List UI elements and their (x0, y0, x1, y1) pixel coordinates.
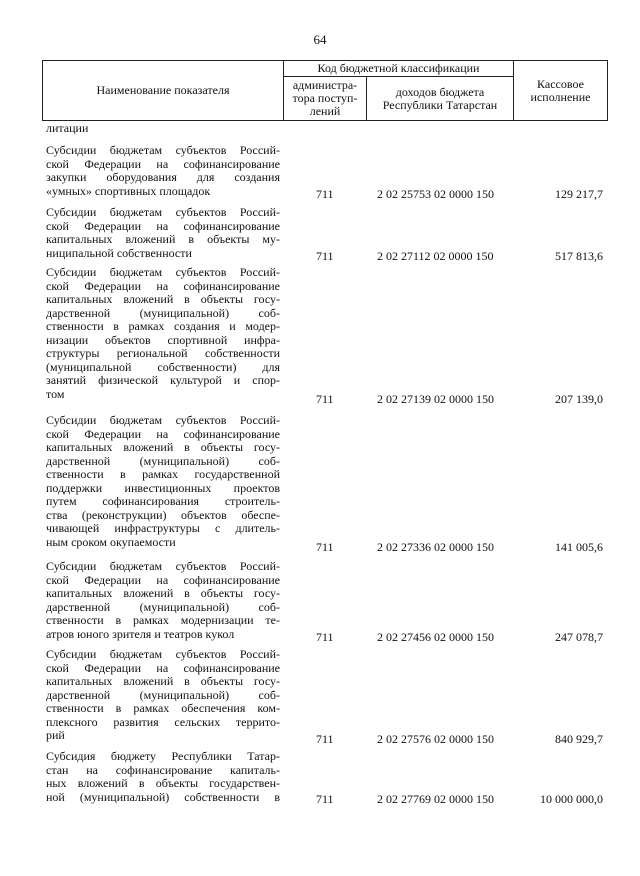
column-header-revenue-line: доходов бюджета (395, 84, 485, 99)
admin-code: 711 (316, 630, 334, 644)
table-row (0, 206, 640, 263)
description-line: атров юного зрителя и театров кукол (46, 626, 235, 641)
cash-amount: 247 078,7 (555, 630, 603, 644)
admin-code: 711 (316, 392, 334, 406)
description-line: литации (46, 121, 89, 135)
description-line: капитальных вложений в объекты госу- (46, 292, 280, 306)
column-header-name (42, 60, 284, 121)
row-description (46, 122, 280, 136)
row-description (46, 750, 280, 804)
description-line: дарственной (муниципальной) соб- (46, 453, 280, 468)
cash-amount: 10 000 000,0 (540, 792, 603, 806)
page-number: 64 (313, 32, 327, 47)
revenue-code: 2 02 27112 02 0000 150 (377, 249, 494, 263)
description-line: капитальных вложений в объекты госу- (46, 586, 280, 600)
admin-code: 711 (316, 732, 334, 746)
description-line: ной (муниципальной) собственности в (46, 789, 280, 804)
row-description (46, 414, 280, 549)
revenue-code: 2 02 25753 02 0000 150 (377, 187, 494, 201)
revenue-code: 2 02 27336 02 0000 150 (377, 540, 494, 554)
cash-amount: 129 217,7 (555, 187, 603, 201)
description-line: Субсидии бюджетам субъектов Россий- (46, 265, 280, 279)
description-line: низации объектов спортивной инфра- (46, 332, 280, 347)
admin-code: 711 (316, 249, 334, 263)
table-row (0, 648, 640, 746)
description-line: ской Федерации на софинансирование (46, 278, 280, 293)
row-description (46, 266, 280, 401)
table-row (0, 144, 640, 201)
description-line: ниципальной собственности (46, 245, 192, 260)
description-line: ской Федерации на софинансирование (46, 156, 280, 171)
row-description (46, 648, 280, 743)
column-header-code-group (283, 60, 514, 77)
continuation-row (0, 122, 640, 136)
column-header-cash-line: Кассовое (537, 76, 584, 91)
admin-code: 711 (316, 187, 334, 201)
description-line: ства (реконструкции) объектов обеспе- (46, 507, 280, 522)
description-line: ных вложений в объекты государствен- (46, 776, 280, 790)
description-line: закупки оборудования для создания (46, 170, 280, 184)
column-header-code-group-label: Код бюджетной классификации (317, 61, 480, 75)
description-line: чивающей инфраструктуры с длитель- (46, 521, 280, 535)
description-line: плексного развития сельских террито- (46, 714, 280, 729)
description-line: дарственной (муниципальной) соб- (46, 599, 280, 614)
column-header-revenue (366, 76, 514, 121)
column-header-revenue-line: Республики Татарстан (382, 97, 498, 112)
description-line: ственности в рамках создания и модер- (46, 319, 280, 333)
row-description (46, 144, 280, 198)
description-line: дарственной (муниципальной) соб- (46, 687, 280, 702)
table-row (0, 266, 640, 406)
description-line: капитальных вложений в объекты госу- (46, 674, 280, 688)
column-header-admin-line: лений (309, 104, 341, 118)
description-line: занятий физической культурой и спор- (46, 373, 280, 387)
description-line: ской Федерации на софинансирование (46, 572, 280, 587)
description-line: Субсидии бюджетам субъектов Россий- (46, 413, 280, 427)
admin-code: 711 (316, 792, 334, 806)
revenue-code: 2 02 27769 02 0000 150 (377, 792, 494, 806)
description-line: ской Федерации на софинансирование (46, 218, 280, 233)
row-description (46, 560, 280, 641)
description-line: Субсидии бюджетам субъектов Россий- (46, 143, 280, 157)
description-line: Субсидии бюджетам субъектов Россий- (46, 647, 280, 661)
table-row (0, 560, 640, 644)
description-line: ственности в рамках обеспечения ком- (46, 701, 280, 715)
description-line: ственности в рамках государственной (46, 467, 280, 481)
cash-amount: 517 813,6 (555, 249, 603, 263)
description-line: «умных» спортивных площадок (46, 183, 211, 198)
description-line: рий (46, 728, 65, 742)
column-header-admin-line: тора поступ- (292, 91, 358, 105)
description-line: (муниципальной собственности) для (46, 359, 280, 374)
description-line: дарственной (муниципальной) соб- (46, 305, 280, 320)
table-row (0, 750, 640, 806)
admin-code: 711 (316, 540, 334, 554)
column-header-admin-line: администра- (292, 78, 358, 92)
description-line: путем софинансирования строитель- (46, 494, 280, 508)
column-header-cash-line: исполнение (530, 89, 591, 104)
revenue-code: 2 02 27139 02 0000 150 (377, 392, 494, 406)
description-line: ской Федерации на софинансирование (46, 426, 280, 441)
description-line: капитальных вложений в объекты госу- (46, 440, 280, 454)
column-header-name-label: Наименование показателя (96, 83, 230, 97)
table-row (0, 414, 640, 554)
description-line: поддержки инвестиционных проектов (46, 480, 280, 495)
row-description (46, 206, 280, 260)
column-header-admin (283, 76, 367, 121)
description-line: том (46, 386, 65, 401)
cash-amount: 207 139,0 (555, 392, 603, 406)
description-line: Субсидии бюджетам субъектов Россий- (46, 559, 280, 573)
description-line: ственности в рамках модернизации те- (46, 613, 280, 627)
description-line: структуры региональной собственности (46, 346, 280, 360)
description-line: ской Федерации на софинансирование (46, 660, 280, 675)
description-line: ным сроком окупаемости (46, 534, 176, 549)
description-line: Субсидии бюджетам субъектов Россий- (46, 205, 280, 219)
revenue-code: 2 02 27576 02 0000 150 (377, 732, 494, 746)
cash-amount: 141 005,6 (555, 540, 603, 554)
column-header-cash (513, 60, 608, 121)
description-line: стан на софинансирование капиталь- (46, 762, 280, 777)
description-line: капитальных вложений в объекты му- (46, 232, 280, 246)
description-line: Субсидия бюджету Республики Татар- (46, 749, 280, 763)
revenue-code: 2 02 27456 02 0000 150 (377, 630, 494, 644)
cash-amount: 840 929,7 (555, 732, 603, 746)
